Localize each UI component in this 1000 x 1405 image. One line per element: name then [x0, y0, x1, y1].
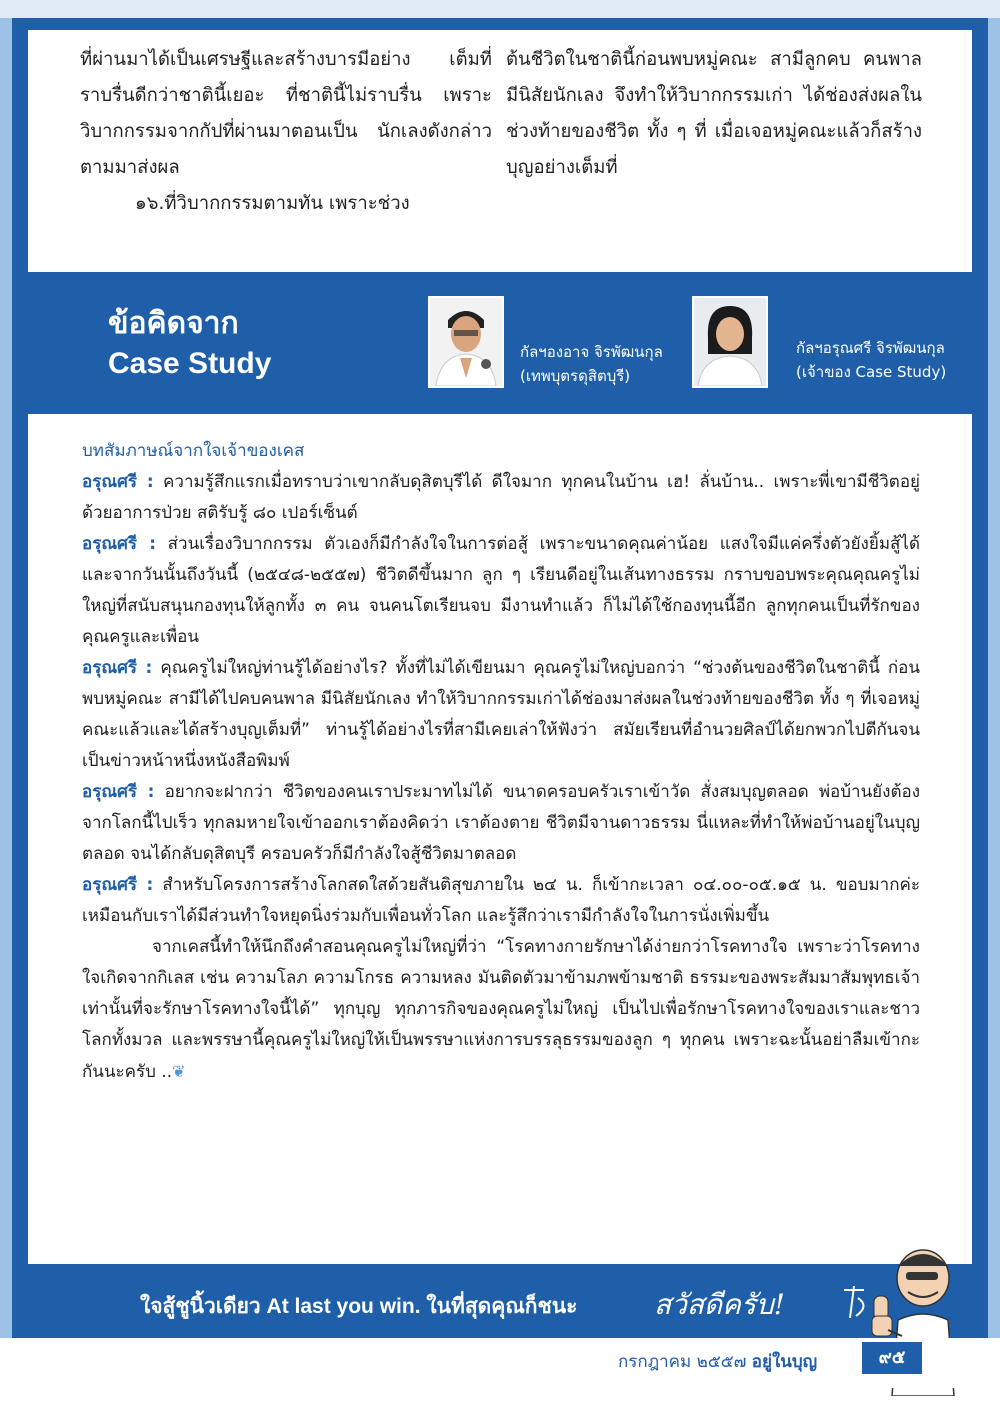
left-edge: [0, 18, 12, 1338]
footer: [28, 1338, 972, 1388]
paragraph: ที่ผ่านมาได้เป็นเศรษฐีและสร้างบารมีอย่าง เต็มที่ ราบรื่นดีกว่าชาตินี้เยอะ ที่ชาตินี้ไม่ราบรื่น เพราะวิบากกรรมจากกัปที่ผ่านมาตอนเป็น นักเลงดังกล่าวตามมาส่งผล: [80, 49, 492, 178]
entry-text: สำหรับโครงการสร้างโลกสดใสด้วยสันติสุขภายใน ๒๔ น. ก็เข้ากะเวลา ๐๔.๐๐-๐๕.๑๕ น. ขอบมากค่ะ เหมือนกับเราได้มีส่วนทำใจหยุดนิ่งร่วมกับเพื่อนทั่วโลก และรู้สึกว่าเรามีกำลังใจในการนั่งเพิ่มขึ้น: [82, 875, 920, 926]
interview-entry: [82, 870, 920, 932]
speaker-label: อรุณศรี :: [82, 782, 155, 802]
issue-date: กรกฎาคม ๒๕๕๗: [618, 1352, 747, 1372]
top-column-left: [80, 42, 492, 222]
person2-role: (เจ้าของ Case Study): [796, 363, 947, 381]
entry-text: คุณครูไม่ใหญ่ท่านรู้ได้อย่างไร? ทั้งที่ไม่ได้เขียนมา คุณครูไม่ใหญ่บอกว่า “ช่วงต้นของชีวิตในชาตินี้ ก่อนพบหมู่คณะ สามีได้ไปคบคนพาล มีนิสัยนักเลง ทำให้วิบากกรรมเก่าได้ช่องมาส่งผลในช่วงท้ายของชีวิต ทั้ง ๆ ที่เจอหมู่คณะแล้วและได้สร้างบุญเต็มที่” ท่านรู้ได้อย่างไรที่สามีเคยเล่าให้ฟังว่า สมัยเรียนที่อำนวยศิลป์ได้ยกพวกไปตีกันจนเป็นข่าวหน้าหนึ่งหนังสือพิมพ์: [82, 658, 921, 771]
footer-text: [618, 1348, 817, 1375]
paragraph: ๑๖.ที่วิบากกรรมตามทัน เพราะช่วง: [135, 193, 410, 214]
interview-heading: บทสัมภาษณ์จากใจเจ้าของเคส: [82, 441, 305, 461]
person2-name: กัลฯอรุณศรี จิรพัฒนกุล: [796, 339, 945, 357]
magazine-name: อยู่ในบุญ: [751, 1352, 818, 1372]
entry-text: อยากจะฝากว่า ชีวิตของคนเราประมาทไม่ได้ ขนาดครอบครัวเราเข้าวัด สั่งสมบุญตลอด พ่อบ้านยังต้องจากโลกนี้ไปเร็ว ทุกลมหายใจเข้าออกเราต้องคิดว่า เราต้องตาย ชีวิตมีจานดาวธรรม นี่แหละที่ทำให้พ่อบ้านอยู่ในบุญตลอด จนได้กลับดุสิตบุรี ครอบครัวก็มีกำลังใจสู้ชีวิตมาตลอด: [82, 782, 920, 864]
signature: [644, 1278, 884, 1328]
person2-photo: [692, 296, 768, 388]
case-study-title: [108, 304, 271, 384]
interview-entry: [82, 653, 920, 777]
title-line-1: ข้อคิดจาก: [108, 307, 239, 340]
slogan: ใจสู้ชูนิ้วเดียว At last you win. ในที่สุดคุณก็ชนะ: [140, 1295, 578, 1318]
closing-paragraph: [82, 932, 920, 1088]
closing-text: จากเคสนี้ทำให้นึกถึงคำสอนคุณครูไม่ใหญ่ที่ว่า “โรคทางกายรักษาได้ง่ายกว่าโรคทางใจ เพราะว่าโรคทางใจเกิดจากกิเลส เช่น ความโลภ ความโกรธ ความหลง มันติดตัวมาข้ามภพข้ามชาติ ธรรมะของพระสัมมาสัมพุทธเจ้าเท่านั้นที่จะรักษาโรคทางใจนี้ได้” ทุกบุญ ทุกภารกิจของคุณครูไม่ใหญ่ เป็นไปเพื่อรักษาโรคทางใจของเราและชาวโลกทั้งมวล และพรรษานี้คุณครูไม่ใหญ่ให้เป็นพรรษาแห่งการบรรลุธรรมของลูก ๆ ทุกคน เพราะฉะนั้นอย่าลืมเข้ากะกันนะครับ ..: [82, 937, 920, 1082]
person1-photo: [428, 296, 504, 388]
person1-name: กัลฯองอาจ จิรพัฒนกุล: [520, 343, 663, 361]
page-number: ๙๕: [862, 1342, 922, 1374]
interview-entry: [82, 467, 920, 529]
man-portrait-icon: [430, 298, 502, 386]
paragraph: ต้นชีวิตในชาตินี้ก่อนพบหมู่คณะ สามีลูกคบ คนพาล มีนิสัยนักเลง จึงทำให้วิบากกรรมเก่า ได้ช่องส่งผลในช่วงท้ายของชีวิต ทั้ง ๆ ที่ เมื่อเจอหมู่คณะแล้วก็สร้างบุญอย่างเต็มที่: [506, 49, 922, 178]
leaf-icon: ❦: [172, 1062, 186, 1081]
interview-text: [82, 436, 920, 1088]
entry-text: ส่วนเรื่องวิบากกรรม ตัวเองก็มีกำลังใจในการต่อสู้ เพราะขนาดคุณค่าน้อย แสงใจมีแค่ครึ่งตัวยังยิ้มสู้ได้ และจากวันนั้นถึงวันนี้ (๒๕๔๘-๒๕๕๗) ชีวิตดีขึ้นมาก ลูก ๆ เรียนดีอยู่ในเส้นทางธรรม กราบขอบพระคุณคุณครูไม่ใหญ่ที่สนับสนุนกองทุนให้ลูกทั้ง ๓ คน จนคนโตเรียนจบ มีงานทำแล้ว ก็ไม่ได้ใช้กองทุนนี้อีก ลูกทุกคนเป็นที่รักของคุณครูและเพื่อน: [82, 534, 920, 647]
entry-text: ความรู้สึกแรกเมื่อทราบว่าเขากลับดุสิตบุรีได้ ดีใจมาก ทุกคนในบ้าน เฮ! ลั่นบ้าน.. เพราะพี่เขามีชีวิตอยู่ด้วยอาการป่วย สติรับรู้ ๘๐ เปอร์เซ็นต์: [82, 472, 921, 523]
person1-role: (เทพบุตรดุสิตบุรี): [520, 367, 631, 385]
signature-text: สวัสดีครับ!: [654, 1288, 785, 1321]
interview-entry: [82, 529, 920, 653]
speaker-label: อรุณศรี :: [82, 658, 153, 678]
speaker-label: อรุณศรี :: [82, 534, 156, 554]
top-column-right: [506, 42, 922, 186]
speaker-label: อรุณศรี :: [82, 875, 154, 895]
right-edge: [988, 18, 1000, 1338]
interview-entry: [82, 777, 920, 870]
woman-portrait-icon: [694, 298, 766, 386]
person1-caption: [520, 340, 663, 388]
person2-caption: [796, 336, 946, 384]
top-edge: [0, 0, 1000, 18]
speaker-label: อรุณศรี :: [82, 472, 154, 492]
title-line-2: Case Study: [108, 347, 272, 380]
